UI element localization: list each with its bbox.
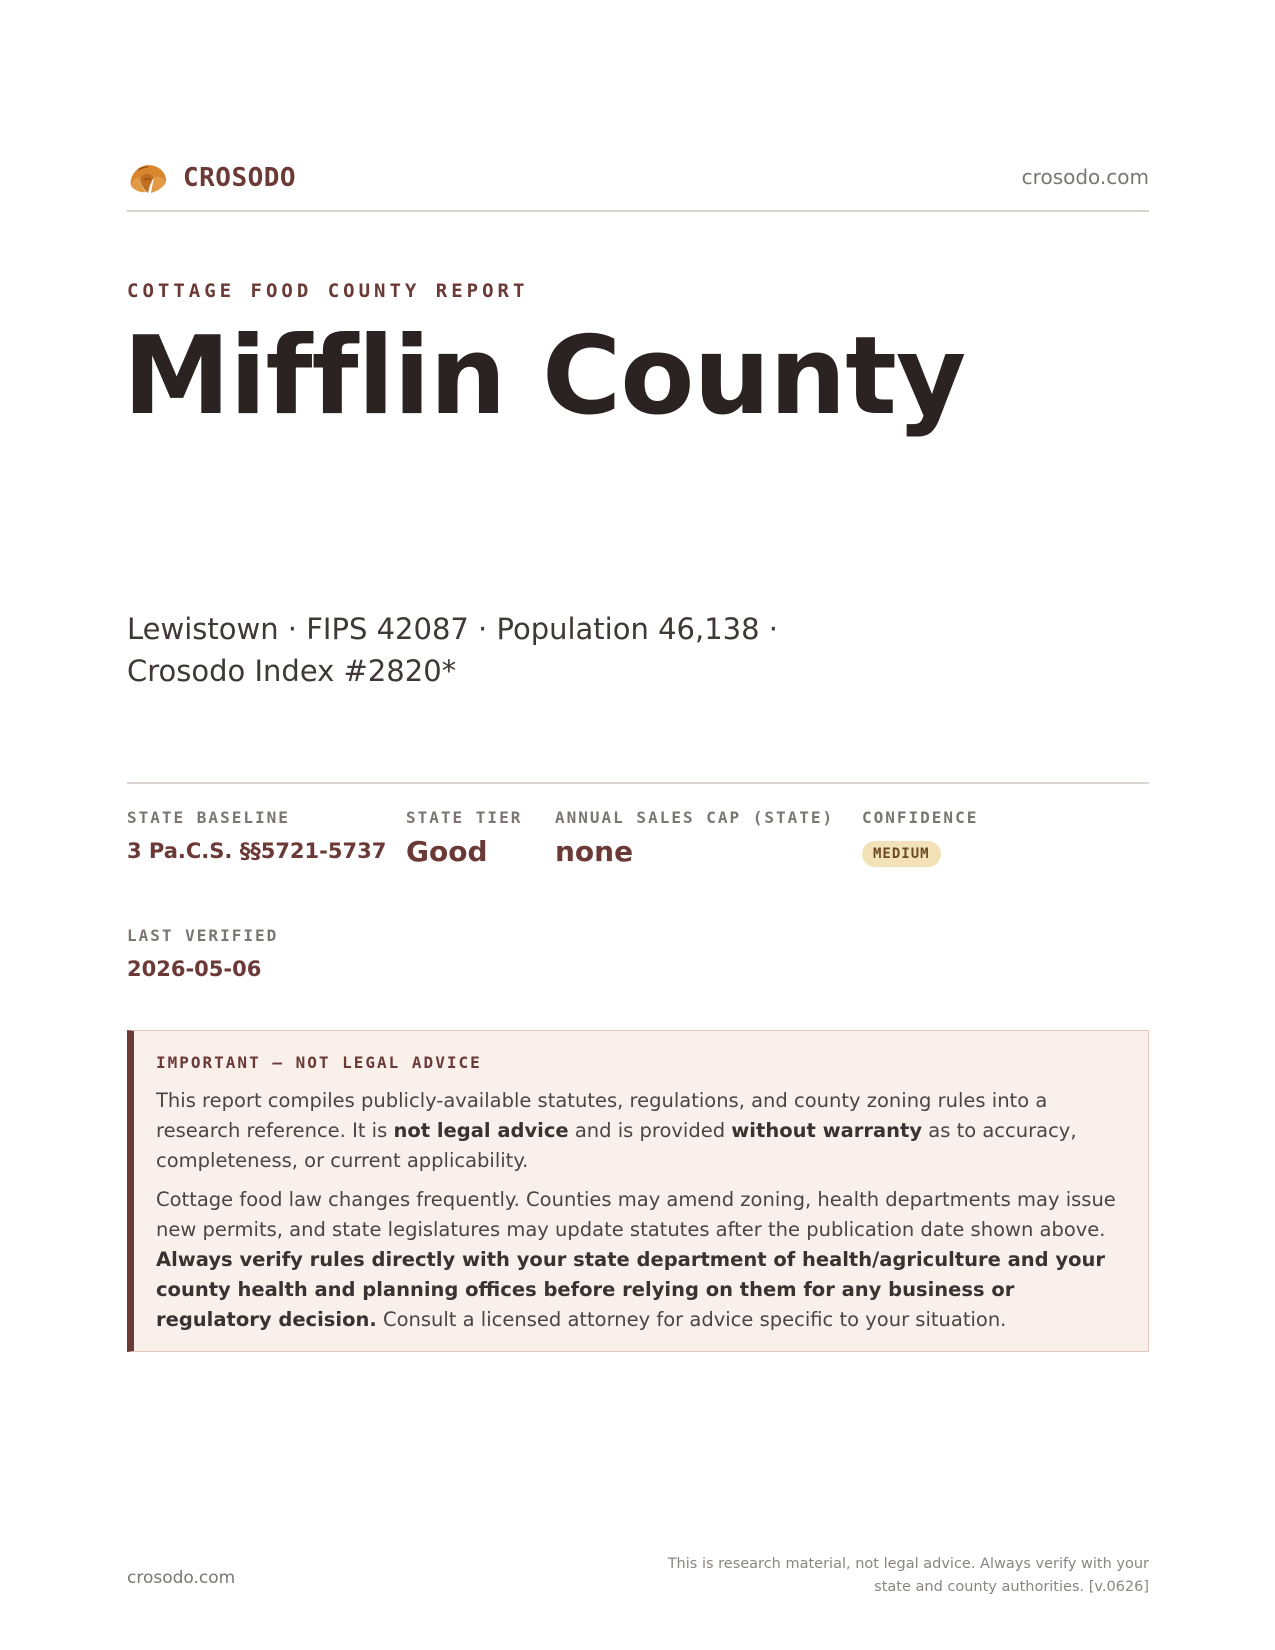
stat-value: 2026-05-06	[127, 957, 262, 981]
notice-paragraph	[156, 1185, 1122, 1335]
notice-text: and is provided	[568, 1119, 732, 1142]
county-summary: Lewistown · FIPS 42087 · Population 46,138 · Crosodo Index #2820*	[127, 612, 778, 688]
stat-label: CONFIDENCE	[862, 808, 979, 827]
stat-label: STATE TIER	[406, 808, 523, 827]
stat-annual-sales-cap	[555, 808, 834, 868]
report-eyebrow: COTTAGE FOOD COUNTY REPORT	[127, 280, 529, 302]
notice-text: Consult a licensed attorney for advice specific to your situation.	[376, 1308, 1007, 1331]
footer-site[interactable]: crosodo.com	[127, 1568, 236, 1588]
notice-emphasis: Always verify rules directly with your state department of health/agriculture and your county health and planning offices before relying on them for any business or regulatory decision.	[156, 1248, 1106, 1331]
report-page	[123, 0, 1149, 1650]
brand-name: CROSODO	[183, 163, 297, 193]
page-title: Mifflin County	[123, 314, 966, 439]
section-divider	[127, 782, 1149, 784]
stat-label: ANNUAL SALES CAP (STATE)	[555, 808, 835, 827]
notice-text: as to accuracy, completeness, or current applicability.	[156, 1119, 1077, 1172]
page-header	[127, 158, 1149, 212]
stat-label: STATE BASELINE	[127, 808, 290, 827]
footer-disclaimer: This is research material, not legal advice. Always verify with your state and county authorities. [v.0626]	[667, 1556, 1149, 1595]
stat-confidence	[862, 808, 978, 867]
croissant-icon	[127, 158, 169, 198]
notice-paragraph	[156, 1086, 1122, 1176]
stat-last-verified	[127, 926, 278, 981]
notice-text: This report compiles publicly-available statutes, regulations, and county zoning rules into a research reference. It is	[156, 1089, 1048, 1142]
site-link[interactable]: crosodo.com	[1021, 165, 1149, 189]
notice-emphasis: not legal advice	[393, 1119, 569, 1142]
notice-title: IMPORTANT — NOT LEGAL ADVICE	[156, 1053, 482, 1072]
notice-emphasis: without warranty	[731, 1119, 923, 1142]
stat-value: 3 Pa.C.S. §§5721-5737	[127, 839, 387, 863]
confidence-badge: MEDIUM	[862, 841, 941, 867]
stat-value: none	[555, 835, 634, 868]
legal-notice	[127, 1030, 1149, 1352]
stat-value: Good	[406, 835, 488, 868]
brand[interactable]	[127, 158, 296, 198]
stat-state-tier	[406, 808, 522, 868]
stat-label: LAST VERIFIED	[127, 926, 279, 945]
notice-text: Cottage food law changes frequently. Counties may amend zoning, health departments may issue new permits, and state legislatures may update statutes after the publication date shown above.	[156, 1188, 1116, 1241]
stat-state-baseline	[127, 808, 386, 863]
